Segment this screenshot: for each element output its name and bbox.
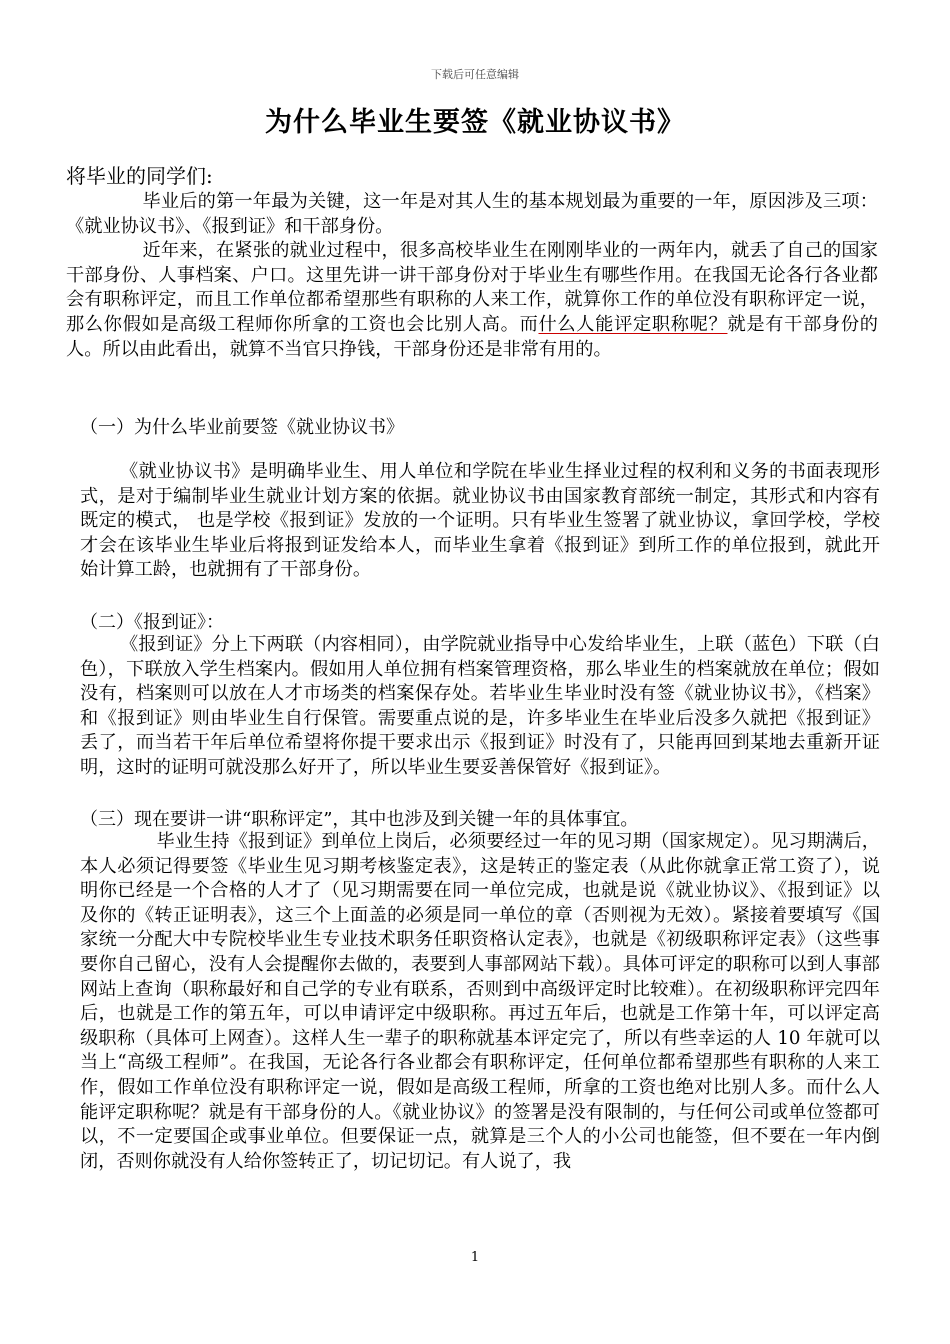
intro-section xyxy=(66,190,878,362)
paragraph-5: 毕业生持《报到证》到单位上岗后，必须要经过一年的见习期（国家规定）。见习期满后，本人必须记得要签《毕业生见习期考核鉴定表》，这是转正的鉴定表（从此你就拿正常工资了），说明你已经是一个合格的人才了（见习期需要在同一单位完成，也就是说《就业协议》、《报到证》以及你的《转正证明表》，这三个上面盖的必须是同一单位的章（否则视为无效）。紧接着要填写《国家统一分配大中专院校毕业生专业技术职务任职资格认定表》，也就是《初级职称评定表》（这些事要你自己留心，没有人会提醒你去做的，表要到人事部网站下载）。具体可评定的职称可以到人事部网站上查询（职称最好和自己学的专业有联系，否则到中高级评定时比较难）。在初级职称评完四年后，也就是工作的第五年，可以申请评定中级职称。再过五年后，也就是工作第十年，可以评定高级职称（具体可上网查）。这样人生一辈子的职称就基本评定完了，所以有些幸运的人 10 年就可以当上“高级工程师”。在我国，无论各行各业都会有职称评定，任何单位都希望那些有职称的人来工作，假如工作单位没有职称评定一说，假如是高级工程师，所拿的工资也绝对比别人多。而什么人能评定职称呢？就是有干部身份的人。《就业协议》的签署是没有限制的，与任何公司或单位签都可以，不一定要国企或事业单位。但要保证一点，就算是三个人的小公司也能签，但不要在一年内倒闭，否则你就没有人给你签转正了，切记切记。有人说了，我 xyxy=(80,831,880,1172)
section-heading-3: （三）现在要讲一讲“职称评定”，其中也涉及到关键一年的具体事宜。 xyxy=(80,809,639,830)
paragraph-3: 《就业协议书》是明确毕业生、用人单位和学院在毕业生择业过程的权利和义务的书面表现形式，是对于编制毕业生就业计划方案的依据。就业协议书由国家教育部统一制定，其形式和内容有既定的模式， 也是学校《报到证》发放的一个证明。只有毕业生签署了就业协议，拿回学校，学校才会在该毕业生毕业后将报到证发给本人，而毕业生拿着《报到证》到所工作的单位报到，就此开始计算工龄，也就拥有了干部身份。 xyxy=(80,461,880,581)
section-heading-2: （二）《报到证》： xyxy=(80,612,224,633)
page-number: 1 xyxy=(470,1250,480,1265)
paragraph-1: 毕业后的第一年最为关键，这一年是对其人生的基本规划最为重要的一年，原因涉及三项：《就业协议书》、《报到证》和干部身份。 xyxy=(66,191,878,237)
paragraph-4: 《报到证》分上下两联（内容相同），由学院就业指导中心发给毕业生，上联（蓝色）下联（白色），下联放入学生档案内。假如用人单位拥有档案管理资格，那么毕业生的档案就放在单位；假如没有，档案则可以放在人才市场类的档案保存处。若毕业生毕业时没有签《就业协议书》，《档案》和《报到证》则由毕业生自行保管。需要重点说的是，许多毕业生在毕业后没多久就把《报到证》丢了，而当若干年后单位希望将你提干要求出示《报到证》时没有了，只能再回到某地去重新开证明，这时的证明可就没那么好开了，所以毕业生要妥善保管好《报到证》。 xyxy=(80,634,880,778)
greeting: 将毕业的同学们: xyxy=(66,164,213,188)
document-title: 为什么毕业生要签《就业协议书》 xyxy=(265,107,685,138)
section-3 xyxy=(80,830,880,1174)
section-1 xyxy=(80,460,880,583)
page-header: 下载后可任意编辑 xyxy=(431,68,519,81)
paragraph-2-text-a: 近年来，在紧张的就业过程中，很多高校毕业生在刚刚毕业的一两年内，就丢了自己的国家干部身份、人事档案、户口。这里先讲一讲干部身份对于毕业生有哪些作用。在我国无论各行各业都会有职称评定，而且工作单位都希望那些有职称的人来工作，就算你工作的单位没有职称评定一说，那么你假如是高级工程师你所拿的工资也会比别人高。而 xyxy=(66,240,878,335)
section-heading-1: （一）为什么毕业前要签《就业协议书》 xyxy=(80,417,404,438)
underlined-question: 什么人能评定职称呢？ xyxy=(538,313,728,335)
paragraph-2 xyxy=(66,239,878,362)
paragraph-2-text-b: 就是有干部身份的人。所以由此看出，就算不当官只挣钱，干部身份还是非常有用的。 xyxy=(66,313,878,360)
section-2 xyxy=(80,633,880,781)
